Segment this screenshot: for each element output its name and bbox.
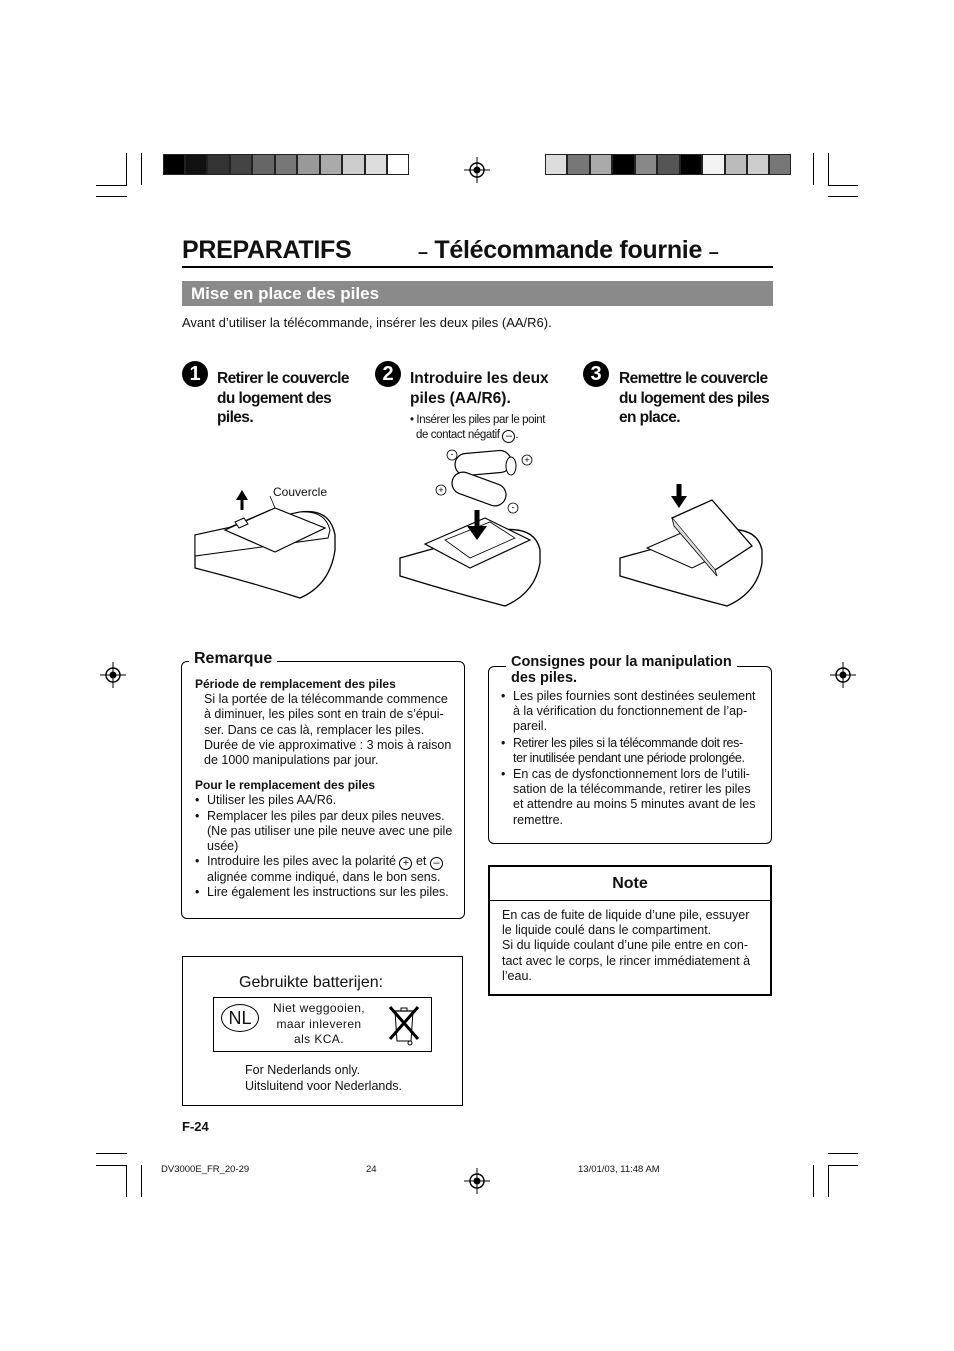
text-line: Niet weggooien, [272,1001,366,1015]
plus-sign-1: + [524,455,530,465]
label-line: Consignes pour la manipulation [511,654,732,670]
text-line: Introduire les piles avec la polarité [207,854,396,869]
registration-mark-right [830,662,856,688]
list-item [501,767,763,828]
footer-file: DV3000E_FR_20-29 [161,1164,250,1175]
text-line: l’eau. [502,968,532,983]
step-3-line: en place. [619,409,680,426]
dash-left: – [418,242,428,262]
consignes-content [501,689,763,828]
step-2-line: piles (AA/R6). [410,389,511,407]
text-line: usée) [207,839,239,854]
text-line: à diminuer, les piles sont en train de s’épui- [204,707,444,722]
step-1-title [217,369,349,428]
text-line: als KCA. [294,1032,344,1046]
step-3-title [619,369,769,428]
text-line: Si la portée de la télécommande commence [204,692,448,707]
text-line: For Nederlands only. [245,1063,361,1077]
text-line: • Remplacer les piles par deux piles neuves. [207,808,445,823]
minus-polarity-icon: – [502,430,515,443]
remarque-label: Remarque [189,650,277,668]
step-1-line: du logement des [217,389,332,407]
remote-cover-removal-illustration [190,490,340,610]
text-line: à la vérification du fonctionnement de l’ap- [513,704,748,719]
page-subtitle [418,236,718,265]
list-item [501,689,763,735]
note-box [488,865,772,996]
cover-label: Couvercle [273,485,328,499]
note-heading: Note [490,867,770,901]
nl-message [264,1001,374,1048]
nl-heading: Gebruikte batterijen: [239,974,384,991]
plus-polarity-icon: + [399,857,412,870]
nl-footer [245,1062,402,1094]
minus-sign-2: - [511,502,515,512]
text-line: Lire également les instructions sur les piles. [207,885,449,900]
step-2-note [410,413,545,443]
step-3-line: Remettre le couvercle [619,370,768,387]
step-1-line: piles. [217,409,254,426]
text-line: ter inutilisée pendant une période prolongée. [513,750,745,765]
note-content [502,908,762,984]
text-line: Uitsluitend voor Nederlands. [245,1079,403,1093]
text-line: alignée comme indiqué, dans le bon sens. [207,870,441,885]
step-2-title [410,369,549,408]
text-line: sation de la télécommande, retirer les piles [513,782,751,797]
text-line: maar inleveren [276,1016,362,1031]
step-1-number: 1 [182,361,208,387]
consignes-label [506,654,737,686]
dash-right: – [708,242,719,262]
text-line: • Retirer les piles si la télécommande doit res- [513,735,743,750]
registration-mark-bottom [464,1168,490,1194]
text-line: (Ne pas utiliser une pile neuve avec une pile [207,823,453,838]
consignes-list [501,689,763,828]
minus-polarity-icon: – [430,857,443,870]
crossed-bin-icon [386,1001,422,1047]
text-line: pareil. [513,719,548,734]
text-line: le liquide coulé dans le compartiment. [502,923,712,938]
nl-label-panel [213,997,432,1052]
step-2-note-line: de contact négatif [416,428,500,441]
step-2-note-end: . [515,428,519,441]
title-rule [182,266,773,268]
list-item [195,809,457,855]
section-heading-bar [182,281,773,306]
step-3-line: du logement des piles [619,389,770,407]
page-number: F-24 [182,1119,209,1134]
list-item [501,736,763,766]
step-2-number: 2 [375,361,401,387]
page-title: PREPARATIFS [182,236,352,264]
text-line: Utiliser les piles AA/R6. [207,793,337,808]
step-1-line: Retirer le couvercle [217,370,349,387]
text-line: tact avec le corps, le rincer immédiatement à [502,953,751,968]
text-line: Si du liquide coulant d’une pile entre en con- [502,938,749,953]
nl-disposal-box [182,956,463,1106]
text-line: ser. Dans ce cas là, remplacer les piles. [204,722,425,737]
remarque-subheading-1: Période de remplacement des piles [195,677,396,691]
list-item [195,885,457,900]
cover-replacement-illustration [617,478,767,608]
registration-mark-top [464,157,490,183]
remarque-content [195,677,457,901]
nl-badge: NL [221,1004,259,1032]
list-item [195,793,457,808]
minus-sign-1: - [450,449,454,459]
section-heading: Mise en place des piles [191,284,380,303]
text-line: et attendre au moins 5 minutes avant de les [513,797,756,812]
label-line: des piles. [511,670,578,686]
list-item [195,854,457,885]
text-line: • En cas de dysfonctionnement lors de l’utili- [513,767,750,782]
text-line: de 1000 manipulations par jour. [204,753,379,768]
intro-text: Avant d’utiliser la télécommande, insérer les deux piles (AA/R6). [182,315,552,330]
plus-sign-2: + [438,485,444,495]
text-line: remettre. [513,812,564,827]
remarque-list [195,793,457,900]
footer-page: 24 [366,1164,377,1175]
registration-mark-left [100,662,126,688]
step-2-note-line: • Insérer les piles par le point [410,414,546,426]
text-line: et [415,854,427,869]
text-line: Durée de vie approximative : 3 mois à raison [204,737,452,752]
remarque-para-1 [195,692,457,768]
text-line: • Les piles fournies sont destinées seulement [513,689,756,703]
text-line: En cas de fuite de liquide d’une pile, essuyer [502,908,750,922]
step-3-number: 3 [583,361,609,387]
battery-insertion-illustration [395,448,545,608]
subtitle-text: Télécommande fournie [434,236,703,264]
remarque-subheading-2: Pour le remplacement des piles [195,778,376,793]
footer-date: 13/01/03, 11:48 AM [578,1164,660,1175]
step-2-line: Introduire les deux [410,370,549,387]
